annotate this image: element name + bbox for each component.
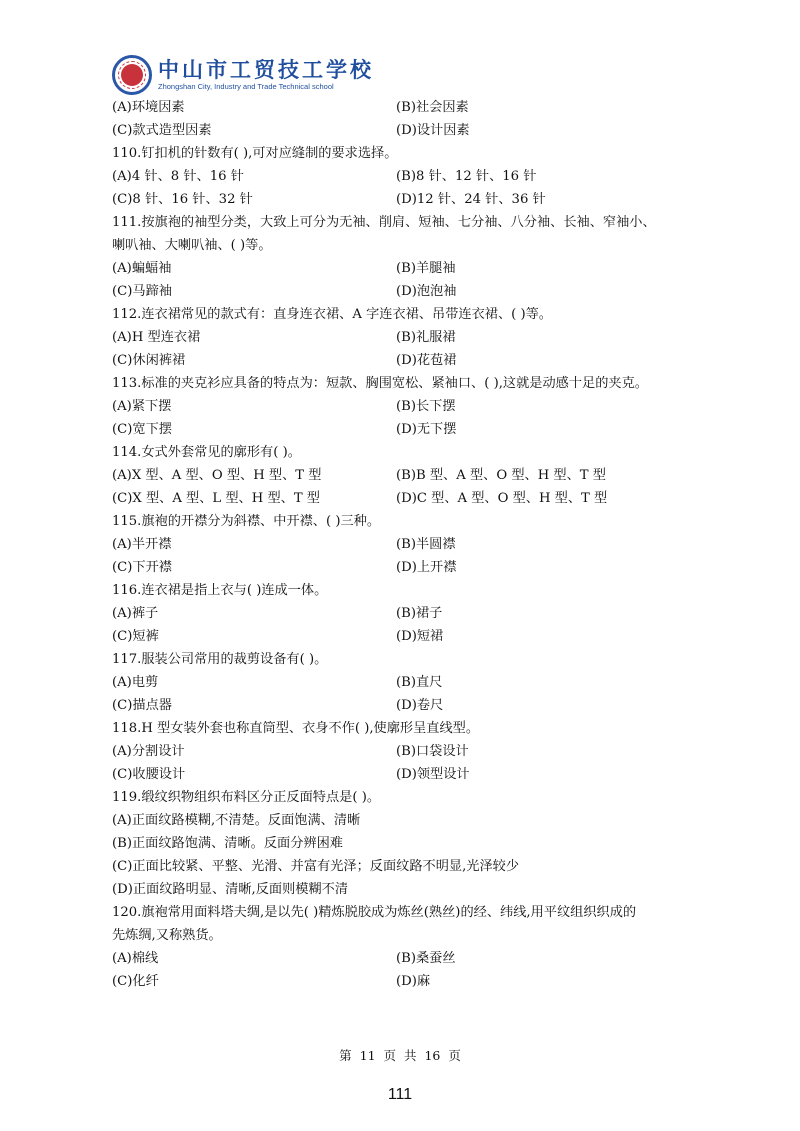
question-block — [112, 717, 712, 786]
option-row — [112, 165, 712, 188]
option-text: (B)礼服裙 — [396, 330, 456, 345]
question-block — [112, 786, 712, 901]
option-text: (C)宽下摆 — [112, 422, 172, 437]
option-text: (B)长下摆 — [396, 399, 456, 414]
option-text: (A)分割设计 — [112, 744, 185, 759]
option-row — [112, 349, 712, 372]
option-row — [112, 832, 712, 855]
option-row — [112, 119, 712, 142]
question-block — [112, 901, 712, 993]
option-text: (D)C 型、A 型、O 型、H 型、T 型 — [396, 491, 608, 506]
option-row — [112, 188, 712, 211]
question-stem: 114.女式外套常见的廓形有( )。 — [112, 445, 301, 460]
option-text: (D)领型设计 — [396, 767, 470, 782]
option-row — [112, 947, 712, 970]
option-text: (D)无下摆 — [396, 422, 457, 437]
question-block — [112, 510, 712, 579]
option-text: (C)下开襟 — [112, 560, 172, 575]
option-text: (A)裤子 — [112, 606, 159, 621]
option-text: (B)口袋设计 — [396, 744, 469, 759]
question-stem: 喇叭袖、大喇叭袖、( )等。 — [112, 238, 272, 253]
option-text: (A)X 型、A 型、O 型、H 型、T 型 — [112, 468, 322, 483]
option-text: (A)紧下摆 — [112, 399, 172, 414]
option-row — [112, 418, 712, 441]
option-text: (C)X 型、A 型、L 型、H 型、T 型 — [112, 491, 320, 506]
question-stem: 115.旗袍的开襟分为斜襟、中开襟、( )三种。 — [112, 514, 381, 529]
question-stem: 119.缎纹织物组织布料区分正反面特点是( )。 — [112, 790, 381, 805]
option-text: (A)蝙蝠袖 — [112, 261, 172, 276]
option-row — [112, 809, 712, 832]
question-stem: 113.标准的夹克衫应具备的特点为：短款、胸围宽松、紧袖口、( ),这就是动感十足的夹克。 — [112, 376, 648, 391]
option-text: (A)环境因素 — [112, 100, 185, 115]
option-text: (D)花苞裙 — [396, 353, 457, 368]
option-text: (B)正面纹路饱满、清晰。反面分辨困难 — [112, 836, 343, 851]
option-row — [112, 533, 712, 556]
question-block — [112, 372, 712, 441]
option-text: (C)休闲裤裙 — [112, 353, 186, 368]
option-row — [112, 556, 712, 579]
question-stem: 110.钉扣机的针数有( ),可对应缝制的要求选择。 — [112, 146, 398, 161]
school-name-en: Zhongshan City, Industry and Trade Technical school — [158, 82, 334, 91]
option-text: (C)收腰设计 — [112, 767, 186, 782]
option-row — [112, 625, 712, 648]
option-text: (D)12 针、24 针、36 针 — [396, 192, 546, 207]
question-list — [112, 96, 712, 993]
option-row — [112, 280, 712, 303]
option-text: (C)正面比较紧、平整、光滑、并富有光泽；反面纹路不明显,光泽较少 — [112, 859, 520, 874]
option-text: (B)社会因素 — [396, 100, 469, 115]
option-row — [112, 970, 712, 993]
option-row — [112, 464, 712, 487]
option-text: (C)马蹄袖 — [112, 284, 172, 299]
option-text: (B)直尺 — [396, 675, 443, 690]
question-stem: 118.H 型女装外套也称直筒型、衣身不作( ),使廓形呈直线型。 — [112, 721, 480, 736]
option-text: (D)卷尺 — [396, 698, 444, 713]
question-block — [112, 648, 712, 717]
option-text: (A)电剪 — [112, 675, 159, 690]
option-text: (D)麻 — [396, 974, 431, 989]
option-text: (A)半开襟 — [112, 537, 172, 552]
option-text: (D)上开襟 — [396, 560, 457, 575]
question-stem: 111.按旗袍的袖型分类，大致上可分为无袖、削肩、短袖、七分袖、八分袖、长袖、窄袖小、 — [112, 215, 656, 230]
question-block — [112, 441, 712, 510]
option-row — [112, 694, 712, 717]
option-row — [112, 257, 712, 280]
option-row — [112, 395, 712, 418]
option-row — [112, 487, 712, 510]
question-stem: 116.连衣裙是指上衣与( )连成一体。 — [112, 583, 328, 598]
option-row — [112, 878, 712, 901]
question-block — [112, 579, 712, 648]
option-text: (D)泡泡袖 — [396, 284, 457, 299]
question-block — [112, 142, 712, 211]
option-text: (C)款式造型因素 — [112, 123, 212, 138]
option-text: (A)棉线 — [112, 951, 159, 966]
page-info: 第 11 页 共 16 页 — [339, 1048, 461, 1063]
question-block — [112, 211, 712, 303]
question-stem: 先炼绸,又称熟货。 — [112, 928, 222, 943]
school-header — [112, 55, 374, 95]
option-text: (B)羊腿袖 — [396, 261, 456, 276]
option-text: (C)短裤 — [112, 629, 159, 644]
question-stem: 112.连衣裙常见的款式有：直身连衣裙、A 字连衣裙、吊带连衣裙、( )等。 — [112, 307, 552, 322]
option-text: (D)短裙 — [396, 629, 444, 644]
option-row — [112, 326, 712, 349]
option-text: (A)4 针、8 针、16 针 — [112, 169, 244, 184]
question-block — [112, 96, 712, 142]
option-text: (B)半圆襟 — [396, 537, 456, 552]
option-row — [112, 763, 712, 786]
option-text: (B)8 针、12 针、16 针 — [396, 169, 537, 184]
page-number: 111 — [387, 1086, 413, 1103]
option-text: (C)化纤 — [112, 974, 159, 989]
school-logo-icon — [112, 55, 152, 95]
option-row — [112, 855, 712, 878]
option-row — [112, 671, 712, 694]
option-row — [112, 96, 712, 119]
option-text: (A)H 型连衣裙 — [112, 330, 201, 345]
option-text: (B)裙子 — [396, 606, 443, 621]
option-text: (C)8 针、16 针、32 针 — [112, 192, 253, 207]
option-text: (A)正面纹路模糊,不清楚。反面饱满、清晰 — [112, 813, 361, 828]
school-name — [158, 58, 374, 92]
option-text: (C)描点器 — [112, 698, 172, 713]
option-text: (B)桑蚕丝 — [396, 951, 456, 966]
option-text: (D)设计因素 — [396, 123, 470, 138]
option-text: (B)B 型、A 型、O 型、H 型、T 型 — [396, 468, 606, 483]
option-row — [112, 740, 712, 763]
school-name-cn: 中山市工贸技工学校 — [158, 58, 374, 82]
option-text: (D)正面纹路明显、清晰,反面则模糊不清 — [112, 882, 349, 897]
option-row — [112, 602, 712, 625]
question-stem: 120.旗袍常用面料塔夫绸,是以先( )精炼脱胶成为炼丝(熟丝)的经、纬线,用平纹组织织成的 — [112, 905, 637, 920]
question-stem: 117.服装公司常用的裁剪设备有( )。 — [112, 652, 328, 667]
question-block — [112, 303, 712, 372]
